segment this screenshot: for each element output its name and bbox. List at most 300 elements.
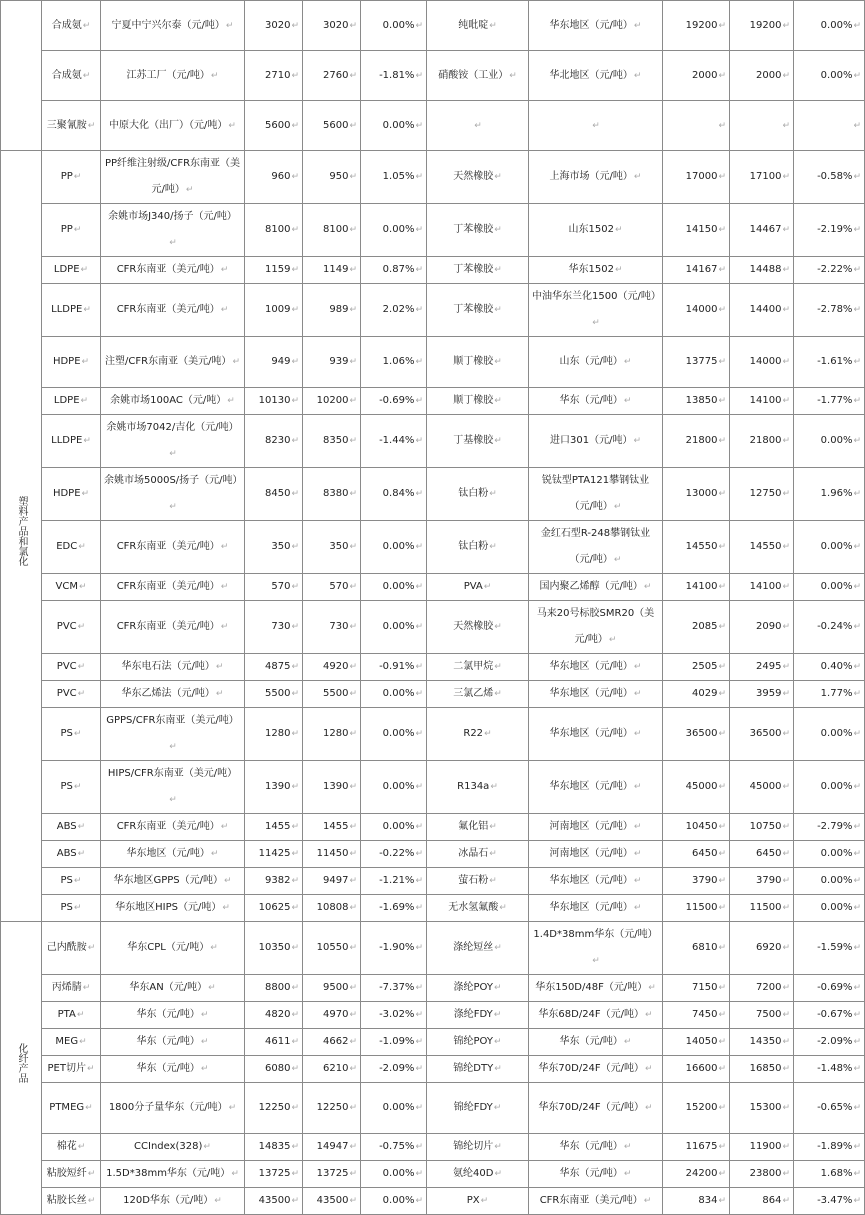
price-previous-cell: [303, 388, 361, 415]
price-previous-cell: [303, 257, 361, 284]
product-name: 无水氢氟酸: [448, 902, 499, 913]
price-current: 8450: [265, 488, 291, 499]
price-change: 0.00%: [820, 728, 853, 739]
price-current: 43500: [258, 1195, 291, 1206]
paragraph-mark-icon: ↵: [81, 489, 90, 499]
paragraph-mark-icon: ↵: [718, 582, 726, 592]
paragraph-mark-icon: ↵: [73, 172, 82, 182]
paragraph-mark-icon: ↵: [415, 983, 423, 993]
paragraph-mark-icon: ↵: [291, 265, 299, 275]
market-name: 华东（元/吨）: [559, 1168, 623, 1179]
product-name: PTA: [57, 1009, 76, 1020]
product-name-cell: [42, 204, 101, 257]
price-change-cell: [794, 151, 865, 204]
price-change-cell: [361, 761, 427, 814]
product-name: PVC: [56, 661, 77, 672]
paragraph-mark-icon: ↵: [215, 662, 224, 672]
product-name: R134a: [457, 781, 490, 792]
paragraph-mark-icon: ↵: [853, 662, 861, 672]
paragraph-mark-icon: ↵: [853, 622, 861, 632]
price-previous-cell: [730, 388, 794, 415]
product-name-cell: [42, 1, 101, 51]
price-change-cell: [361, 1134, 427, 1161]
product-name-cell: [42, 574, 101, 601]
paragraph-mark-icon: ↵: [349, 20, 357, 31]
product-name: ABS: [56, 821, 77, 832]
market-name: PP纤维注射级/CFR东南亚（美元/吨）: [104, 158, 241, 195]
market-name-cell: [101, 1029, 245, 1056]
product-name-cell: [427, 1, 529, 51]
price-previous-cell: [303, 975, 361, 1002]
price-change-cell: [361, 1188, 427, 1215]
paragraph-mark-icon: ↵: [633, 782, 642, 792]
paragraph-mark-icon: ↵: [349, 582, 357, 592]
product-name: 涤纶FDY: [453, 1009, 493, 1020]
product-name: 天然橡胶: [453, 621, 494, 632]
paragraph-mark-icon: ↵: [623, 396, 632, 406]
price-previous-cell: [303, 1188, 361, 1215]
market-name: 江苏工厂（元/吨）: [126, 69, 210, 81]
paragraph-mark-icon: ↵: [291, 1142, 299, 1152]
paragraph-mark-icon: ↵: [83, 436, 91, 446]
paragraph-mark-icon: ↵: [77, 622, 86, 632]
price-change: -1.44%: [379, 435, 415, 446]
paragraph-mark-icon: ↵: [291, 943, 299, 953]
paragraph-mark-icon: ↵: [592, 318, 600, 328]
price-previous-cell: [730, 654, 794, 681]
paragraph-mark-icon: ↵: [623, 1037, 632, 1047]
price-change: -1.81%: [379, 69, 415, 81]
paragraph-mark-icon: ↵: [633, 729, 642, 739]
paragraph-mark-icon: ↵: [291, 782, 299, 792]
price-previous: 3020: [323, 19, 349, 31]
price-change-cell: [794, 681, 865, 708]
market-name-cell: [529, 1029, 663, 1056]
product-name: 冰晶石: [458, 848, 489, 859]
paragraph-mark-icon: ↵: [415, 822, 423, 832]
paragraph-mark-icon: ↵: [415, 1103, 423, 1113]
product-name-cell: [427, 415, 529, 468]
market-name-cell: [529, 204, 663, 257]
price-current-cell: [663, 708, 730, 761]
price-current-cell: [663, 521, 730, 574]
market-name: 河南地区（元/吨）: [549, 821, 633, 832]
product-name: 锦纶DTY: [453, 1063, 494, 1074]
paragraph-mark-icon: ↵: [220, 542, 229, 552]
product-name-cell: [42, 151, 101, 204]
price-previous: 14467: [749, 224, 782, 235]
paragraph-mark-icon: ↵: [782, 903, 790, 913]
market-name-cell: [101, 601, 245, 654]
price-previous-cell: [303, 895, 361, 922]
price-current: 24200: [685, 1168, 718, 1179]
price-previous: 9500: [323, 982, 349, 993]
paragraph-mark-icon: ↵: [718, 70, 726, 81]
paragraph-mark-icon: ↵: [415, 305, 423, 315]
table-row: [1, 284, 865, 337]
price-current: 8800: [265, 982, 291, 993]
price-previous: 17100: [749, 171, 782, 182]
price-previous: 36500: [749, 728, 782, 739]
price-change: 0.00%: [382, 728, 415, 739]
market-name: CFR东南亚（美元/吨）: [539, 1195, 643, 1206]
table-row: [1, 1083, 865, 1134]
price-change-cell: [794, 1056, 865, 1083]
paragraph-mark-icon: ↵: [645, 1064, 653, 1074]
paragraph-mark-icon: ↵: [782, 120, 790, 131]
price-previous-cell: [303, 601, 361, 654]
price-current-cell: [245, 204, 303, 257]
paragraph-mark-icon: ↵: [782, 1169, 790, 1179]
paragraph-mark-icon: ↵: [614, 225, 623, 235]
paragraph-mark-icon: ↵: [613, 502, 622, 512]
paragraph-mark-icon: ↵: [782, 729, 790, 739]
table-row: [1, 204, 865, 257]
product-name-cell: [427, 761, 529, 814]
price-current: 13850: [685, 395, 718, 406]
price-previous: 730: [329, 621, 349, 632]
market-name-cell: [101, 468, 245, 521]
market-name-cell: [101, 1056, 245, 1083]
price-change: 0.00%: [382, 119, 415, 131]
paragraph-mark-icon: ↵: [349, 903, 357, 913]
price-change: 0.00%: [382, 541, 415, 552]
paragraph-mark-icon: ↵: [509, 70, 517, 81]
market-name: 华东地区（元/吨）: [549, 875, 633, 886]
price-previous: 12250: [316, 1102, 349, 1113]
product-name-cell: [427, 151, 529, 204]
price-change-cell: [794, 468, 865, 521]
price-previous: 14947: [316, 1141, 349, 1152]
product-name-cell: [427, 1002, 529, 1029]
price-previous-cell: [730, 975, 794, 1002]
paragraph-mark-icon: ↵: [210, 849, 219, 859]
paragraph-mark-icon: ↵: [494, 436, 502, 446]
price-previous: 950: [329, 171, 349, 182]
price-current-cell: [245, 337, 303, 388]
price-previous: 10808: [316, 902, 349, 913]
market-name-cell: [101, 895, 245, 922]
price-current-cell: [245, 601, 303, 654]
price-change-cell: [794, 922, 865, 975]
price-previous: 10200: [316, 395, 349, 406]
price-change: -2.78%: [817, 304, 853, 315]
price-change-cell: [794, 284, 865, 337]
market-name-cell: [529, 601, 663, 654]
paragraph-mark-icon: ↵: [82, 70, 91, 81]
paragraph-mark-icon: ↵: [633, 822, 642, 832]
price-change-cell: [794, 654, 865, 681]
price-previous: 1149: [323, 264, 349, 275]
market-name-cell: [101, 922, 245, 975]
price-previous: 989: [329, 304, 349, 315]
price-previous: 8350: [323, 435, 349, 446]
price-current-cell: [663, 1, 730, 51]
market-name: CFR东南亚（美元/吨）: [116, 621, 220, 632]
paragraph-mark-icon: ↵: [415, 265, 423, 275]
market-name: 华东68D/24F（元/吨）: [538, 1009, 645, 1020]
price-current: 12250: [258, 1102, 291, 1113]
paragraph-mark-icon: ↵: [782, 305, 790, 315]
market-name-cell: [529, 51, 663, 101]
market-name: 中油华东兰化1500（元/吨）: [532, 291, 661, 302]
price-current-cell: [663, 841, 730, 868]
market-name: CFR东南亚（美元/吨）: [116, 264, 220, 275]
market-name-cell: [101, 388, 245, 415]
price-previous-cell: [730, 814, 794, 841]
price-change-cell: [361, 415, 427, 468]
paragraph-mark-icon: ↵: [782, 542, 790, 552]
price-change-cell: [794, 1029, 865, 1056]
paragraph-mark-icon: ↵: [718, 729, 726, 739]
price-change-cell: [361, 388, 427, 415]
market-name-cell: [529, 1161, 663, 1188]
market-name-cell: [101, 337, 245, 388]
price-previous: 11900: [749, 1141, 782, 1152]
price-change-cell: [361, 468, 427, 521]
market-name: 华东（元/吨）: [559, 1141, 623, 1152]
paragraph-mark-icon: ↵: [493, 1010, 502, 1020]
product-name: 涤纶短丝: [453, 942, 494, 953]
price-change: -2.09%: [817, 1036, 853, 1047]
paragraph-mark-icon: ↵: [349, 1064, 357, 1074]
product-name: 氨纶40D: [453, 1168, 494, 1179]
price-current-cell: [245, 1, 303, 51]
market-name-cell: [529, 1002, 663, 1029]
product-name-cell: [42, 1083, 101, 1134]
paragraph-mark-icon: ↵: [169, 238, 177, 248]
paragraph-mark-icon: ↵: [291, 1037, 299, 1047]
market-name-cell: [529, 1134, 663, 1161]
paragraph-mark-icon: ↵: [782, 20, 790, 31]
paragraph-mark-icon: ↵: [718, 172, 726, 182]
market-name-cell: [529, 708, 663, 761]
paragraph-mark-icon: ↵: [291, 903, 299, 913]
market-name: 中原大化（出厂）（元/吨）: [109, 119, 228, 131]
paragraph-mark-icon: ↵: [349, 782, 357, 792]
product-name: 涤纶POY: [453, 982, 493, 993]
price-change-cell: [794, 101, 865, 151]
price-current: 4611: [265, 1036, 291, 1047]
market-name-cell: [529, 975, 663, 1002]
price-change: 0.00%: [382, 224, 415, 235]
price-current: 14167: [685, 264, 718, 275]
price-previous: 16850: [749, 1063, 782, 1074]
table-row: [1, 681, 865, 708]
price-current-cell: [663, 415, 730, 468]
price-current-cell: [663, 1083, 730, 1134]
paragraph-mark-icon: ↵: [474, 120, 482, 131]
price-change: -0.65%: [817, 1102, 853, 1113]
product-name-cell: [427, 1056, 529, 1083]
price-current: 960: [271, 171, 291, 182]
price-change: -0.75%: [379, 1141, 415, 1152]
product-name-cell: [42, 284, 101, 337]
price-change-cell: [361, 51, 427, 101]
market-name-cell: [101, 1, 245, 51]
paragraph-mark-icon: ↵: [86, 1064, 95, 1074]
price-previous: 15300: [749, 1102, 782, 1113]
price-change: -1.90%: [379, 942, 415, 953]
product-name: PS: [60, 781, 73, 792]
price-previous: 1280: [323, 728, 349, 739]
product-name-cell: [427, 204, 529, 257]
paragraph-mark-icon: ↵: [484, 729, 492, 739]
price-current-cell: [663, 1134, 730, 1161]
price-previous: 11500: [749, 902, 782, 913]
market-name-cell: [101, 708, 245, 761]
paragraph-mark-icon: ↵: [718, 903, 726, 913]
market-name-cell: [101, 1002, 245, 1029]
paragraph-mark-icon: ↵: [718, 689, 726, 699]
market-name: 余姚市场J340/扬子（元/吨）: [108, 211, 237, 222]
market-name: 华东（元/吨）: [559, 1036, 623, 1047]
paragraph-mark-icon: ↵: [853, 20, 861, 31]
price-change: 0.00%: [382, 688, 415, 699]
market-name: 华东70D/24F（元/吨）: [538, 1102, 645, 1113]
price-current: 2710: [265, 69, 291, 81]
paragraph-mark-icon: ↵: [853, 120, 861, 131]
price-current-cell: [663, 1161, 730, 1188]
product-name-cell: [42, 814, 101, 841]
paragraph-mark-icon: ↵: [415, 622, 423, 632]
paragraph-mark-icon: ↵: [82, 983, 91, 993]
table-row: [1, 388, 865, 415]
paragraph-mark-icon: ↵: [633, 876, 642, 886]
price-previous: 5600: [323, 119, 349, 131]
price-previous: 570: [329, 581, 349, 592]
price-change: -0.22%: [379, 848, 415, 859]
paragraph-mark-icon: ↵: [494, 1142, 502, 1152]
paragraph-mark-icon: ↵: [782, 1103, 790, 1113]
paragraph-mark-icon: ↵: [493, 1037, 502, 1047]
price-change-cell: [361, 841, 427, 868]
paragraph-mark-icon: ↵: [645, 1010, 653, 1020]
paragraph-mark-icon: ↵: [415, 489, 423, 499]
price-previous-cell: [730, 1083, 794, 1134]
paragraph-mark-icon: ↵: [494, 689, 502, 699]
paragraph-mark-icon: ↵: [291, 396, 299, 406]
price-change-cell: [361, 151, 427, 204]
paragraph-mark-icon: ↵: [349, 542, 357, 552]
paragraph-mark-icon: ↵: [291, 582, 299, 592]
price-change-cell: [361, 257, 427, 284]
table-row: [1, 1188, 865, 1215]
paragraph-mark-icon: ↵: [782, 689, 790, 699]
price-previous: 4920: [323, 661, 349, 672]
price-previous-cell: [303, 654, 361, 681]
price-previous-cell: [303, 415, 361, 468]
price-current-cell: [245, 51, 303, 101]
product-name: EDC: [56, 541, 78, 552]
price-change-cell: [361, 1002, 427, 1029]
price-change-cell: [361, 574, 427, 601]
paragraph-mark-icon: ↵: [349, 729, 357, 739]
price-change: 0.00%: [820, 581, 853, 592]
price-current-cell: [245, 1188, 303, 1215]
paragraph-mark-icon: ↵: [718, 1196, 726, 1206]
paragraph-mark-icon: ↵: [415, 689, 423, 699]
product-name: 萤石粉: [458, 875, 489, 886]
paragraph-mark-icon: ↵: [81, 357, 90, 367]
product-name-cell: [42, 388, 101, 415]
product-name: 氟化铝: [458, 821, 489, 832]
paragraph-mark-icon: ↵: [853, 489, 861, 499]
price-current: 13725: [258, 1168, 291, 1179]
paragraph-mark-icon: ↵: [415, 782, 423, 792]
paragraph-mark-icon: ↵: [291, 822, 299, 832]
paragraph-mark-icon: ↵: [592, 956, 600, 966]
paragraph-mark-icon: ↵: [169, 742, 177, 752]
market-name: 华东（元/吨）: [136, 1036, 200, 1047]
product-name-cell: [427, 388, 529, 415]
product-name: MEG: [55, 1036, 79, 1047]
market-name-cell: [529, 151, 663, 204]
price-current: 1390: [265, 781, 291, 792]
paragraph-mark-icon: ↵: [73, 729, 82, 739]
price-previous-cell: [730, 1188, 794, 1215]
product-name-cell: [42, 681, 101, 708]
price-current-cell: [663, 1029, 730, 1056]
category-label: [1, 922, 42, 1215]
paragraph-mark-icon: ↵: [232, 357, 240, 367]
product-name-cell: [42, 761, 101, 814]
market-name-cell: [529, 922, 663, 975]
market-name-cell: [101, 521, 245, 574]
paragraph-mark-icon: ↵: [291, 489, 299, 499]
product-name: 顺丁橡胶: [453, 356, 494, 367]
paragraph-mark-icon: ↵: [782, 1196, 790, 1206]
price-current: 10625: [258, 902, 291, 913]
paragraph-mark-icon: ↵: [592, 120, 600, 131]
price-previous: 14100: [749, 581, 782, 592]
market-name-cell: [101, 204, 245, 257]
price-change-cell: [794, 574, 865, 601]
price-current: 6810: [692, 942, 718, 953]
price-previous-cell: [303, 51, 361, 101]
price-previous-cell: [303, 284, 361, 337]
paragraph-mark-icon: ↵: [349, 305, 357, 315]
price-change: 0.00%: [382, 1102, 415, 1113]
price-previous: 8380: [323, 488, 349, 499]
paragraph-mark-icon: ↵: [87, 1196, 96, 1206]
paragraph-mark-icon: ↵: [415, 1169, 423, 1179]
price-previous: 14100: [749, 395, 782, 406]
product-name: 三氯乙烯: [453, 688, 494, 699]
price-previous-cell: [730, 1, 794, 51]
price-current-cell: [663, 337, 730, 388]
price-previous-cell: [730, 284, 794, 337]
product-name-cell: [427, 601, 529, 654]
price-previous-cell: [730, 1161, 794, 1188]
paragraph-mark-icon: ↵: [782, 849, 790, 859]
product-name-cell: [427, 922, 529, 975]
paragraph-mark-icon: ↵: [291, 849, 299, 859]
paragraph-mark-icon: ↵: [494, 225, 502, 235]
price-change-cell: [361, 101, 427, 151]
product-name: PTMEG: [49, 1102, 85, 1113]
price-change-cell: [361, 895, 427, 922]
paragraph-mark-icon: ↵: [77, 662, 86, 672]
price-previous-cell: [303, 1083, 361, 1134]
product-name: 锦纶POY: [453, 1036, 493, 1047]
price-change-cell: [794, 975, 865, 1002]
product-name-cell: [427, 681, 529, 708]
paragraph-mark-icon: ↵: [291, 876, 299, 886]
paragraph-mark-icon: ↵: [220, 822, 229, 832]
product-name: 粘胶短纤: [46, 1168, 87, 1179]
price-current-cell: [245, 415, 303, 468]
